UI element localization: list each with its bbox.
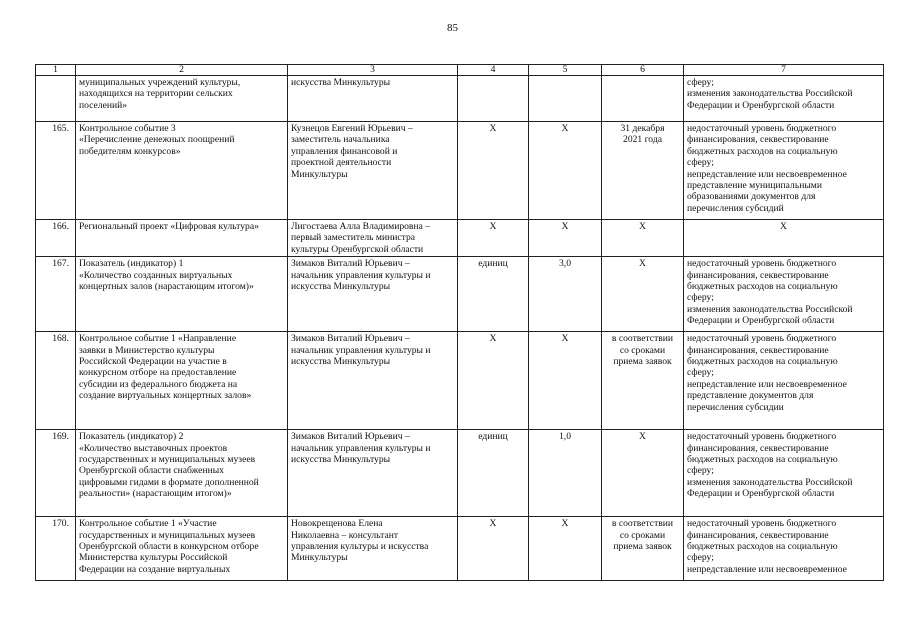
cell-line: начальник управления культуры и <box>291 344 431 356</box>
cell-line: непредставление или несвоевременное <box>687 168 847 180</box>
cell-line: Федерации и Оренбургской области <box>687 99 835 111</box>
cell-line: Федерации на создание виртуальных <box>79 563 231 575</box>
cell-line: бюджетных расходов на социальную <box>687 541 838 553</box>
table-row <box>36 430 884 517</box>
cell-line: Оренбургской области снабженных <box>79 465 224 477</box>
cell-line: приема заявок <box>613 541 672 553</box>
deadline-cell <box>602 430 684 517</box>
table-row <box>36 122 884 220</box>
cell-line: сферу; <box>687 465 714 477</box>
unit-cell: Х <box>458 122 529 220</box>
row-number-cell: 169. <box>36 430 76 517</box>
cell-line: управления финансовой и <box>291 145 398 157</box>
unit-cell: единиц <box>458 257 529 332</box>
responsible-cell <box>288 517 458 581</box>
cell-line: перечисления субсидии <box>687 401 784 413</box>
cell-line: перечисления субсидий <box>687 202 784 214</box>
cell-line: Зимаков Виталий Юрьевич – <box>291 258 410 270</box>
table-row <box>36 76 884 122</box>
cell-line: бюджетных расходов на социальную <box>687 281 838 293</box>
event-name-cell <box>76 257 288 332</box>
row-number-cell <box>36 76 76 122</box>
cell-line: изменения законодательства Российской <box>687 88 853 100</box>
cell-line: искусства Минкультуры <box>291 454 391 466</box>
table-row <box>36 257 884 332</box>
cell-line: представление документов для <box>687 390 814 402</box>
cell-line: конкурсном отборе на предоставление <box>79 367 237 379</box>
column-header: 3 <box>288 65 458 76</box>
value-cell: Х <box>529 517 602 581</box>
responsible-cell <box>288 76 458 122</box>
cell-line: Контрольное событие 3 <box>79 123 176 134</box>
cell-line: финансирования, секвестирование <box>687 344 829 356</box>
cell-line: недостаточный уровень бюджетного <box>687 431 837 443</box>
row-number-cell: 168. <box>36 332 76 430</box>
cell-line: сферу; <box>687 367 714 379</box>
cell-line: проектной деятельности <box>291 157 392 169</box>
cell-line: заместитель начальника <box>291 134 390 146</box>
value-cell <box>529 76 602 122</box>
row-number-cell: 165. <box>36 122 76 220</box>
responsible-cell <box>288 257 458 332</box>
cell-line: находящихся на территории сельских <box>79 88 233 100</box>
cell-line: финансирования, секвестирование <box>687 134 829 146</box>
risks-cell <box>684 332 884 430</box>
risks-cell <box>684 220 884 257</box>
cell-line: изменения законодательства Российской <box>687 303 853 315</box>
plan-table <box>35 64 884 581</box>
risks-cell <box>684 430 884 517</box>
cell-line: Федерации и Оренбургской области <box>687 488 835 500</box>
cell-line: «Количество созданных виртуальных <box>79 269 233 281</box>
risks-cell <box>684 122 884 220</box>
cell-line: Зимаков Виталий Юрьевич – <box>291 333 410 345</box>
cell-line: со сроками <box>619 344 666 356</box>
cell-line: начальник управления культуры и <box>291 442 431 454</box>
column-header: 6 <box>602 65 684 76</box>
cell-line: начальник управления культуры и <box>291 269 431 281</box>
cell-line: Новокрещенова Елена <box>291 518 383 530</box>
unit-cell: Х <box>458 332 529 430</box>
cell-line: образованиями документов для <box>687 191 816 203</box>
cell-line: недостаточный уровень бюджетного <box>687 258 837 270</box>
table-body <box>36 76 884 581</box>
cell-line: муниципальных учреждений культуры, <box>79 77 241 88</box>
value-cell: 3,0 <box>529 257 602 332</box>
cell-line: культуры Оренбургской области <box>291 243 424 255</box>
cell-line: недостаточный уровень бюджетного <box>687 333 837 345</box>
cell-line: реальности» (нарастающим итогом)» <box>79 488 232 500</box>
cell-line: недостаточный уровень бюджетного <box>687 123 837 134</box>
cell-line: 2021 года <box>623 134 662 146</box>
row-number-cell: 167. <box>36 257 76 332</box>
cell-line: искусства Минкультуры <box>291 281 391 293</box>
cell-line: Контрольное событие 1 «Участие <box>79 518 217 530</box>
cell-line: создание виртуальных концертных залов» <box>79 390 252 402</box>
cell-line: представление муниципальными <box>687 180 822 192</box>
column-header: 5 <box>529 65 602 76</box>
event-name-cell <box>76 430 288 517</box>
table-row <box>36 332 884 430</box>
cell-line: Х <box>639 258 646 270</box>
cell-line: управления культуры и искусства <box>291 541 429 553</box>
cell-line: финансирования, секвестирование <box>687 442 829 454</box>
unit-cell <box>458 76 529 122</box>
cell-line: сферу; <box>687 157 714 169</box>
deadline-cell <box>602 332 684 430</box>
value-cell: Х <box>529 220 602 257</box>
cell-line: искусства Минкультуры <box>291 77 391 88</box>
event-name-cell <box>76 220 288 257</box>
cell-line: победителям конкурсов» <box>79 145 181 157</box>
value-cell: 1,0 <box>529 430 602 517</box>
cell-line: бюджетных расходов на социальную <box>687 145 838 157</box>
cell-line: «Количество выставочных проектов <box>79 442 228 454</box>
cell-line: сферу; <box>687 77 714 88</box>
cell-line: цифровыми гидами в формате дополненной <box>79 476 259 488</box>
cell-line: 31 декабря <box>620 123 665 134</box>
risks-cell <box>684 517 884 581</box>
deadline-cell <box>602 122 684 220</box>
cell-line: Минкультуры <box>291 168 348 180</box>
cell-line: государственных и муниципальных музеев <box>79 454 256 466</box>
cell-line: сферу; <box>687 292 714 304</box>
table-row <box>36 517 884 581</box>
cell-line: бюджетных расходов на социальную <box>687 454 838 466</box>
cell-line: Х <box>639 431 646 443</box>
cell-line: государственных и муниципальных музеев <box>79 529 256 541</box>
cell-line: Минкультуры <box>291 552 348 564</box>
deadline-cell <box>602 76 684 122</box>
cell-line: Контрольное событие 1 «Направление <box>79 333 237 345</box>
cell-line: Х <box>639 221 646 232</box>
cell-line: Министерства культуры Российской <box>79 552 228 564</box>
column-header: 4 <box>458 65 529 76</box>
cell-line: непредставление или несвоевременное <box>687 378 847 390</box>
cell-line: со сроками <box>619 529 666 541</box>
event-name-cell <box>76 122 288 220</box>
row-number-cell: 170. <box>36 517 76 581</box>
value-cell: Х <box>529 122 602 220</box>
cell-line: «Перечисление денежных поощрений <box>79 134 235 146</box>
responsible-cell <box>288 430 458 517</box>
column-header: 7 <box>684 65 884 76</box>
deadline-cell <box>602 257 684 332</box>
cell-line: Российской Федерации на участие в <box>79 356 227 368</box>
event-name-cell <box>76 332 288 430</box>
cell-line: субсидии из федерального бюджета на <box>79 378 238 390</box>
cell-line: финансирования, секвестирование <box>687 269 829 281</box>
cell-line: Федерации и Оренбургской области <box>687 315 835 327</box>
cell-line: Х <box>780 221 787 232</box>
value-cell: Х <box>529 332 602 430</box>
unit-cell: единиц <box>458 430 529 517</box>
row-number-cell: 166. <box>36 220 76 257</box>
cell-line: в соответствии <box>611 333 674 345</box>
cell-line: концертных залов (нарастающим итогом)» <box>79 281 254 293</box>
unit-cell: Х <box>458 517 529 581</box>
cell-line: непредставление или несвоевременное <box>687 563 847 575</box>
column-number-row <box>36 65 884 76</box>
cell-line: Региональный проект «Цифровая культура» <box>79 221 259 232</box>
cell-line: Оренбургской области в конкурсном отборе <box>79 541 259 553</box>
risks-cell <box>684 257 884 332</box>
responsible-cell <box>288 122 458 220</box>
cell-line: Николаевна – консультант <box>291 529 399 541</box>
cell-line: бюджетных расходов на социальную <box>687 356 838 368</box>
responsible-cell <box>288 332 458 430</box>
column-header: 2 <box>76 65 288 76</box>
deadline-cell <box>602 220 684 257</box>
deadline-cell <box>602 517 684 581</box>
cell-line: Зимаков Виталий Юрьевич – <box>291 431 410 443</box>
page-number: 85 <box>447 22 458 34</box>
responsible-cell <box>288 220 458 257</box>
cell-line: заявки в Министерство культуры <box>79 344 215 356</box>
cell-line: Кузнецов Евгений Юрьевич – <box>291 123 413 134</box>
cell-line: Показатель (индикатор) 1 <box>79 258 184 270</box>
risks-cell <box>684 76 884 122</box>
cell-line: недостаточный уровень бюджетного <box>687 518 837 530</box>
cell-line: финансирования, секвестирование <box>687 529 829 541</box>
cell-line: приема заявок <box>613 356 672 368</box>
cell-line: Показатель (индикатор) 2 <box>79 431 184 443</box>
cell-line: в соответствии <box>611 518 674 530</box>
table-row <box>36 220 884 257</box>
unit-cell: Х <box>458 220 529 257</box>
cell-line: искусства Минкультуры <box>291 356 391 368</box>
event-name-cell <box>76 517 288 581</box>
cell-line: сферу; <box>687 552 714 564</box>
cell-line: Лигостаева Алла Владимировна – <box>291 221 431 232</box>
cell-line: первый заместитель министра <box>291 232 416 244</box>
column-header: 1 <box>36 65 76 76</box>
event-name-cell <box>76 76 288 122</box>
cell-line: поселений» <box>79 99 128 111</box>
cell-line: изменения законодательства Российской <box>687 476 853 488</box>
